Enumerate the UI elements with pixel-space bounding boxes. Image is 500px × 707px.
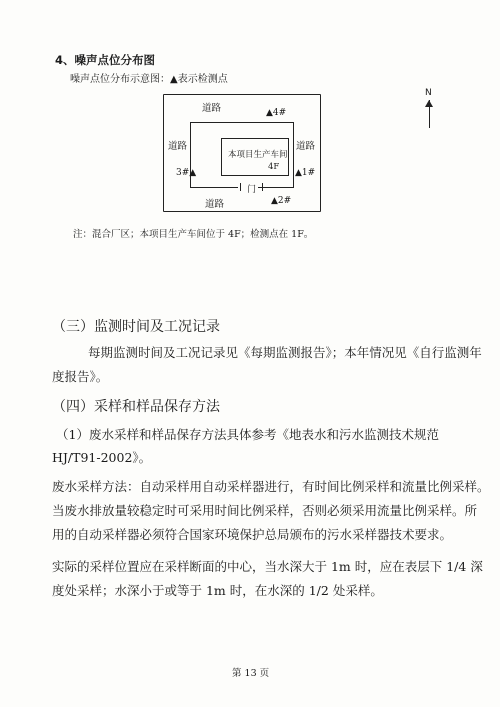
paragraph-line: （1）废水采样和样品保存方法具体参考《地表水和污水监测技术规范: [56, 427, 439, 442]
paragraph-line: HJ/T91-2002》。: [52, 450, 152, 465]
paragraph-line: 用的自动采样器必须符合国家环境保护总局颁布的污水采样器技术要求。: [52, 527, 453, 542]
paragraph-line: 废水采样方法：自动采样用自动采样器进行，有时间比例采样和流量比例采样。: [52, 479, 490, 494]
paragraph-line: 实际的采样位置应在采样断面的中心，当水深大于 1m 时，应在表层下 1/4 深: [52, 559, 483, 574]
north-arrow-icon: [423, 88, 435, 128]
building-floor-label: 4F: [268, 162, 280, 172]
road-top-label: 道路: [202, 103, 222, 114]
diagram-caption: 噪声点位分布示意图：▲表示检测点: [70, 74, 228, 85]
building-label: 本项目生产车间: [228, 150, 288, 160]
gate-post-left: [240, 183, 241, 191]
monitor-point-1: ▲1#: [295, 168, 316, 178]
road-left-label: 道路: [168, 141, 188, 152]
paragraph-line: 度报告》。: [52, 369, 109, 384]
paragraph-line: 当废水排放量较稳定时可采用时间比例采样，否则必须采用流量比例采样。所: [52, 503, 478, 518]
section-heading-noise-map: 4、噪声点位分布图: [55, 53, 156, 67]
monitor-point-2: ▲2#: [271, 196, 292, 206]
monitor-point-3: 3#▲: [176, 168, 197, 178]
north-label: N: [425, 88, 432, 98]
paragraph-line: 每期监测时间及工况记录见《每期监测报告》；本年情况见《自行监测年: [88, 345, 482, 360]
monitor-point-4: ▲4#: [266, 108, 287, 118]
page-number: 第 13 页: [232, 668, 270, 679]
road-bottom-label: 道路: [205, 199, 225, 210]
section-title-sampling: （四）采样和样品保存方法: [52, 399, 220, 415]
diagram-note: 注：混合厂区；本项目生产车间位于 4F；检测点在 1F。: [73, 229, 314, 240]
road-right-label: 道路: [296, 141, 316, 152]
gate-label: 门: [247, 185, 257, 195]
paragraph-line: 度处采样；水深小于或等于 1m 时，在水深的 1/2 处采样。: [52, 583, 383, 598]
gate-post-right: [262, 183, 263, 191]
section-title-monitoring-time: （三）监测时间及工况记录: [52, 319, 220, 335]
